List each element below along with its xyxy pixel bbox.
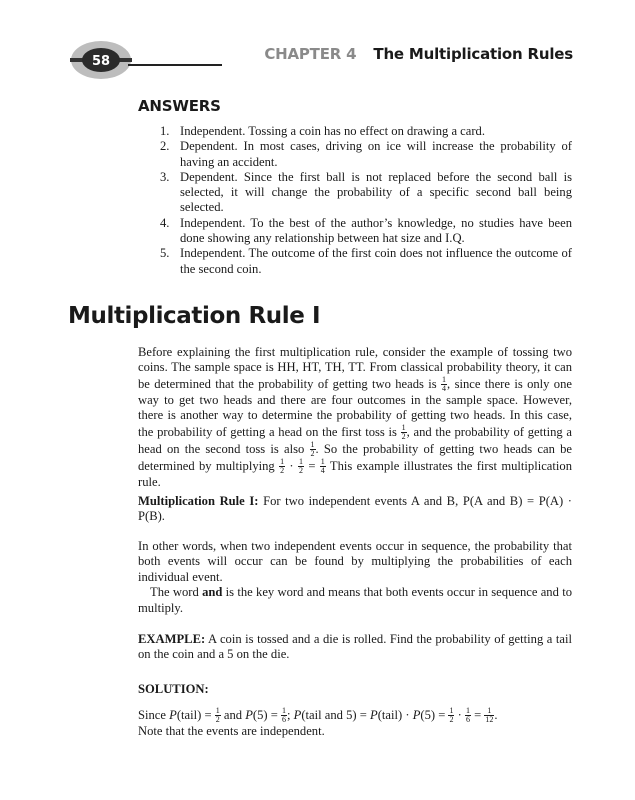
chapter-title: The Multiplication Rules — [373, 45, 573, 63]
example-block: EXAMPLE: A coin is tossed and a die is rolled. Find the probability of getting a tail on the coin and a 5 on the die. — [138, 632, 572, 662]
answer-item: 5. Independent. The outcome of the first coin does not influence the outcome of the second coin. — [160, 246, 572, 276]
intro-paragraph: Before explaining the first multiplication rule, consider the example of tossing two coins. The sample space is HH, HT, TH, TT. From classical probability theory, it can be determined that the probability of getting two heads is $\frac{1}{4}$ , since there is only one way to get two heads and there are four outcomes in the sample space. However, there is another way to determine the probability of getting two heads. In this case, the probability of getting a head on the first toss is $\frac{1}{2}$ , and the probability of getting a head on the second toss is also $\frac{1}{2}$ . So the probability of getting two heads can be determined by multiplying $\frac{1}{2}$ · $\frac{1}{2}$ = $\frac{1}{4}$ This example illustrates the first multiplication rule. — [138, 345, 572, 489]
answer-item: 4. Independent. To the best of the author’s knowledge, no studies have been done showing any relationship between hat size and I.Q. — [160, 215, 572, 246]
explanation-paragraph: In other words, when two independent events occur in sequence, the probability that both events will occur can be found by multiplying the probabilities of each individual event. The word and is the key word and means that both events occur in sequence and to multiply. — [138, 539, 572, 615]
header-rule — [128, 64, 222, 66]
section-title: Multiplication Rule I — [68, 303, 321, 329]
rule-statement: Multiplication Rule I: For two independent events A and B, P(A and B) = P(A) · P(B). — [138, 494, 572, 524]
running-header — [264, 45, 573, 63]
page-number: 58 — [91, 54, 111, 69]
page-number-badge — [70, 40, 132, 80]
chapter-label: CHAPTER 4 — [264, 45, 357, 63]
answers-list — [138, 124, 572, 277]
solution-heading: SOLUTION: — [138, 682, 209, 696]
answer-item: 3. Dependent. Since the first ball is not replaced before the second ball is selected, it will change the probability of a specific second ball being selected. — [160, 169, 572, 215]
answers-heading: ANSWERS — [138, 97, 221, 115]
answer-item: 1. Independent. Tossing a coin has no effect on drawing a card. — [160, 124, 486, 138]
solution-body: Since P(tail) = $\frac{1}{2}$ and P(5) = $\frac{1}{6}$ ; P(tail and 5) = P(tail) · P(5) = $\frac{1}{2}$ · $\frac{1}{6}$ = $\frac{1}{12}$ . Note that the events are independent. — [138, 706, 498, 738]
answer-item: 2. Dependent. In most cases, driving on ice will increase the probability of having an accident. — [160, 139, 572, 169]
